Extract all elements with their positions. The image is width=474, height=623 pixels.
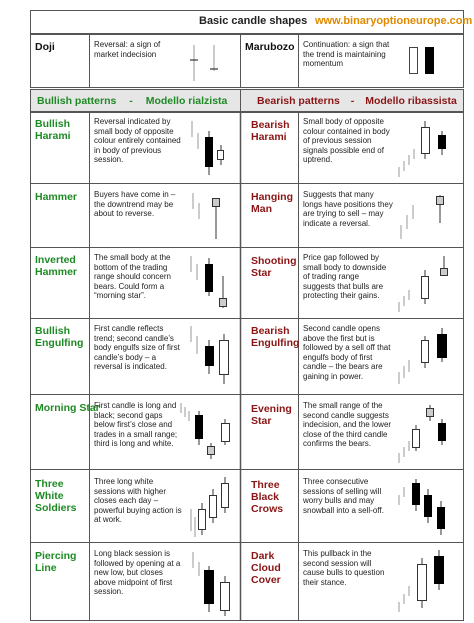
bullish-engulfing-name: Bullish Engulfing bbox=[35, 325, 84, 349]
three-black-crows-candles-icon bbox=[395, 473, 459, 541]
morning-star-candles-icon bbox=[175, 399, 239, 467]
dark-cloud-cover-desc: This pullback in the second session will cause bulls to question their stance. bbox=[303, 549, 385, 587]
piercing-line-name: Piercing Line bbox=[35, 550, 77, 574]
hammer-desc: Buyers have come in – the downtrend may be about to reverse. bbox=[94, 190, 176, 219]
bullish-harami-name: Bullish Harami bbox=[35, 118, 71, 142]
three-white-soldiers-candles-icon bbox=[185, 473, 237, 541]
marubozo-desc: Continuation: a sign that the trend is maintaining momentum bbox=[303, 40, 390, 69]
evening-star-candles-icon bbox=[395, 399, 459, 467]
evening-star-desc: The small range of the second candle suggests indecision, and the lower close of the third candle confirms the bears. bbox=[303, 401, 392, 449]
doji-desc: Reversal: a sign of market indecision bbox=[94, 40, 161, 59]
piercing-line-desc: Long black session is followed by opening at a new low, but closes above midpoint of first session. bbox=[94, 549, 181, 597]
bearish-harami-desc: Small body of opposite colour contained in body of previous session signals possible end of uptrend. bbox=[303, 117, 390, 165]
three-black-crows-desc: Three consecutive sessions of selling will worry bulls and may snowball into a sell-off. bbox=[303, 477, 384, 515]
candle-patterns-sheet bbox=[3, 1, 471, 621]
hammer-candles-icon bbox=[185, 189, 237, 245]
marubozo-candles-icon bbox=[403, 41, 453, 83]
three-white-soldiers-desc: Three long white sessions with higher closes each day –powerful buying action is at work. bbox=[94, 477, 182, 525]
dark-cloud-cover-name: Dark Cloud Cover bbox=[251, 550, 281, 586]
dark-cloud-cover-candles-icon bbox=[395, 546, 459, 618]
shooting-star-name: Shooting Star bbox=[251, 255, 297, 279]
bearish-engulfing-desc: Second candle opens above the first but is followed by a sell off that engulfs body of first candle – the bears are gaining in power. bbox=[303, 324, 391, 381]
inverted-hammer-desc: The small body at the bottom of the trading range should concern bears. Could form a “morning star”. bbox=[94, 253, 171, 301]
page-title: Basic candle shapes bbox=[199, 15, 308, 27]
bearish-section-header bbox=[257, 95, 457, 107]
bearish-section-title: Bearish patterns bbox=[257, 95, 340, 107]
header-bar bbox=[30, 10, 473, 34]
bearish-engulfing-name: Bearish Engulfing bbox=[251, 325, 300, 349]
hanging-man-desc: Suggests that many longs have positions they are trying to sell – may indicate a reversal. bbox=[303, 190, 393, 228]
three-black-crows-name: Three Black Crows bbox=[251, 479, 284, 515]
bullish-section-subtitle: Modello rialzista bbox=[145, 95, 228, 107]
morning-star-desc: First candle is long and black; second gaps below first’s close and trades in a small range; third is long and white. bbox=[94, 401, 178, 449]
hanging-man-name: Hanging Man bbox=[251, 191, 293, 215]
bearish-harami-name: Bearish Harami bbox=[251, 119, 290, 143]
three-white-soldiers-name: Three White Soldiers bbox=[35, 478, 77, 514]
shooting-star-desc: Price gap followed by small body to downside of trading range suggests that bulls are protecting their gains. bbox=[303, 253, 387, 301]
inverted-hammer-candles-icon bbox=[185, 252, 237, 314]
bullish-harami-candles-icon bbox=[185, 117, 237, 179]
doji-name: Doji bbox=[35, 41, 55, 53]
marubozo-name: Marubozo bbox=[245, 41, 295, 53]
bullish-section-header bbox=[37, 95, 227, 107]
morning-star-name: Morning Star bbox=[35, 402, 100, 414]
bullish-section-title: Bullish patterns bbox=[37, 95, 117, 107]
bearish-engulfing-candles-icon bbox=[395, 322, 459, 392]
bullish-engulfing-desc: First candle reflects trend; second candle’s body engulfs size of first candle’s body – a reversal is indicated. bbox=[94, 324, 180, 372]
evening-star-name: Evening Star bbox=[251, 403, 292, 427]
shooting-star-candles-icon bbox=[395, 252, 459, 314]
website-link-text: www.binaryoptioneurope.com bbox=[315, 15, 473, 27]
bullish-harami-desc: Reversal indicated by small body of opposite colour entirely contained in body of previous session. bbox=[94, 117, 181, 165]
doji-candles-icon bbox=[183, 41, 233, 83]
bullish-engulfing-candles-icon bbox=[185, 322, 237, 392]
inverted-hammer-name: Inverted Hammer bbox=[35, 254, 78, 278]
bearish-section-dash: - bbox=[350, 95, 355, 107]
hammer-name: Hammer bbox=[35, 191, 78, 203]
bearish-harami-candles-icon bbox=[395, 115, 459, 181]
bullish-section-dash: - bbox=[129, 95, 133, 107]
bearish-section-subtitle: Modello ribassista bbox=[365, 95, 457, 107]
hanging-man-candles-icon bbox=[395, 189, 459, 245]
piercing-line-candles-icon bbox=[185, 546, 237, 618]
